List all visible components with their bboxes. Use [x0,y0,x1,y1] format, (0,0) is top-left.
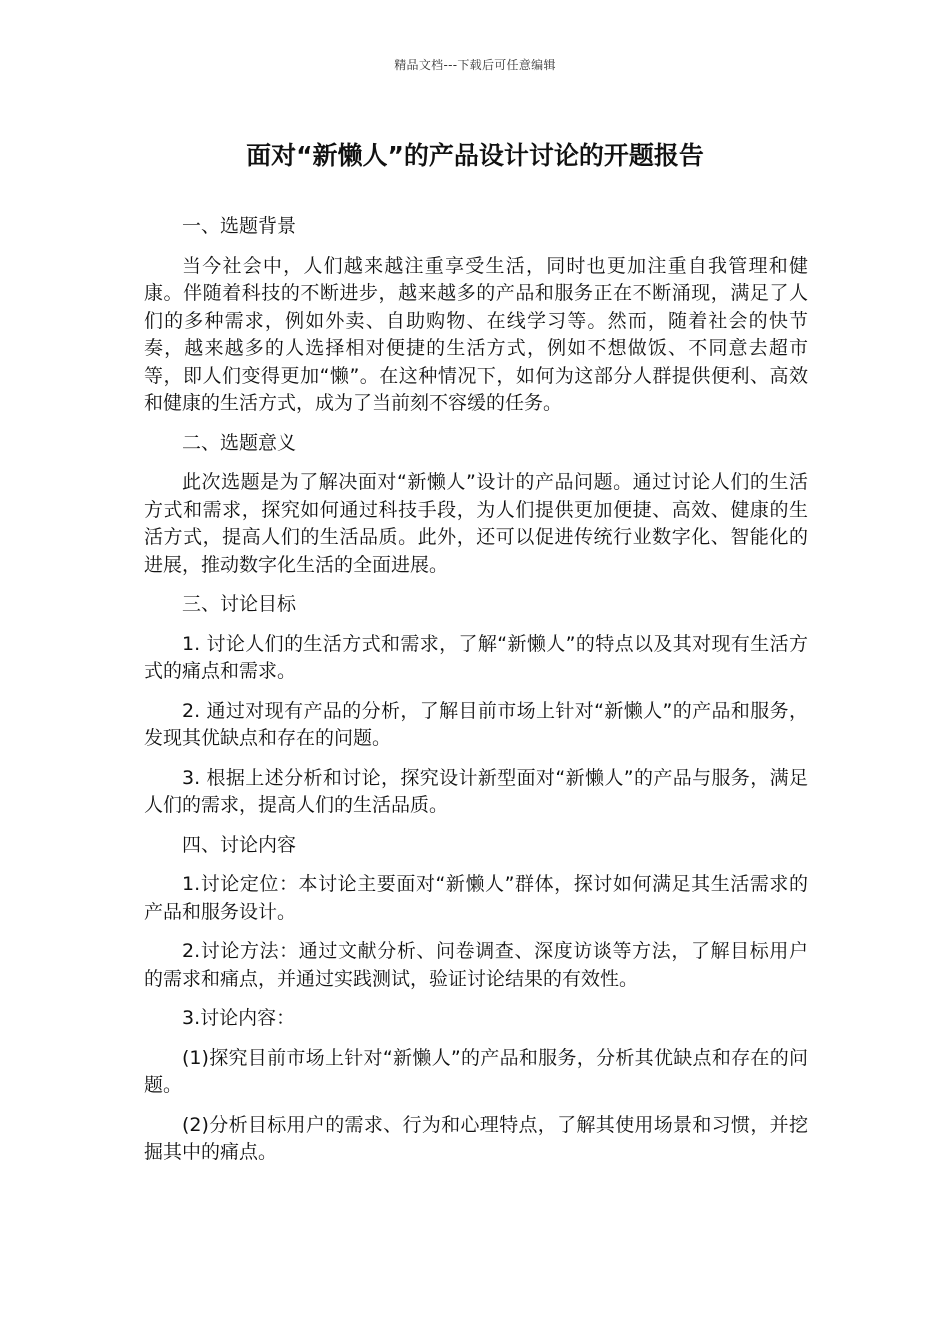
goal-item-3: 3. 根据上述分析和讨论，探究设计新型面对“新懒人”的产品与服务，满足人们的需求，提高人们的生活品质。 [144,766,808,816]
section-heading-content: 四、讨论内容 [182,833,297,856]
content-subitem-1: (1)探究目前市场上针对“新懒人”的产品和服务，分析其优缺点和存在的问题。 [144,1046,808,1096]
goal-item-1: 1. 讨论人们的生活方式和需求，了解“新懒人”的特点以及其对现有生活方式的痛点和需求。 [144,632,808,682]
document-title: 面对“新懒人”的产品设计讨论的开题报告 [246,141,704,170]
content-item-3: 3.讨论内容： [182,1007,296,1029]
document-body [144,213,808,1179]
section-heading-goals: 三、讨论目标 [182,593,297,615]
content-item-1: 1.讨论定位：本讨论主要面对“新懒人”群体，探讨如何满足其生活需求的产品和服务设计。 [144,873,808,923]
section-heading-background: 一、选题背景 [182,215,297,237]
goal-item-2: 2. 通过对现有产品的分析，了解目前市场上针对“新懒人”的产品和服务，发现其优缺点和存在的问题。 [144,699,808,749]
content-item-2: 2.讨论方法：通过文献分析、问卷调查、深度访谈等方法，了解目标用户的需求和痛点，并通过实践测试，验证讨论结果的有效性。 [144,940,808,990]
header-note: 精品文档---下载后可任意编辑 [394,58,556,72]
section-heading-significance: 二、选题意义 [182,431,297,454]
paragraph-significance: 此次选题是为了解决面对“新懒人”设计的产品问题。通过讨论人们的生活方式和需求，探究如何通过科技手段，为人们提供更加便捷、高效、健康的生活方式，提高人们的生活品质。此外，还可以促进传统行业数字化、智能化的进展，推动数字化生活的全面进展。 [144,471,808,576]
content-subitem-2: (2)分析目标用户的需求、行为和心理特点，了解其使用场景和习惯，并挖掘其中的痛点。 [144,1113,808,1163]
paragraph-background: 当今社会中，人们越来越注重享受生活，同时也更加注重自我管理和健康。伴随着科技的不断进步，越来越多的产品和服务正在不断涌现，满足了人们的多种需求，例如外卖、自助购物、在线学习等。然而，随着社会的快节奏，越来越多的人选择相对便捷的生活方式，例如不想做饭、不同意去超市等，即人们变得更加“懒”。在这种情况下，如何为这部分人群提供便利、高效和健康的生活方式，成为了当前刻不容缓的任务。 [144,254,808,414]
